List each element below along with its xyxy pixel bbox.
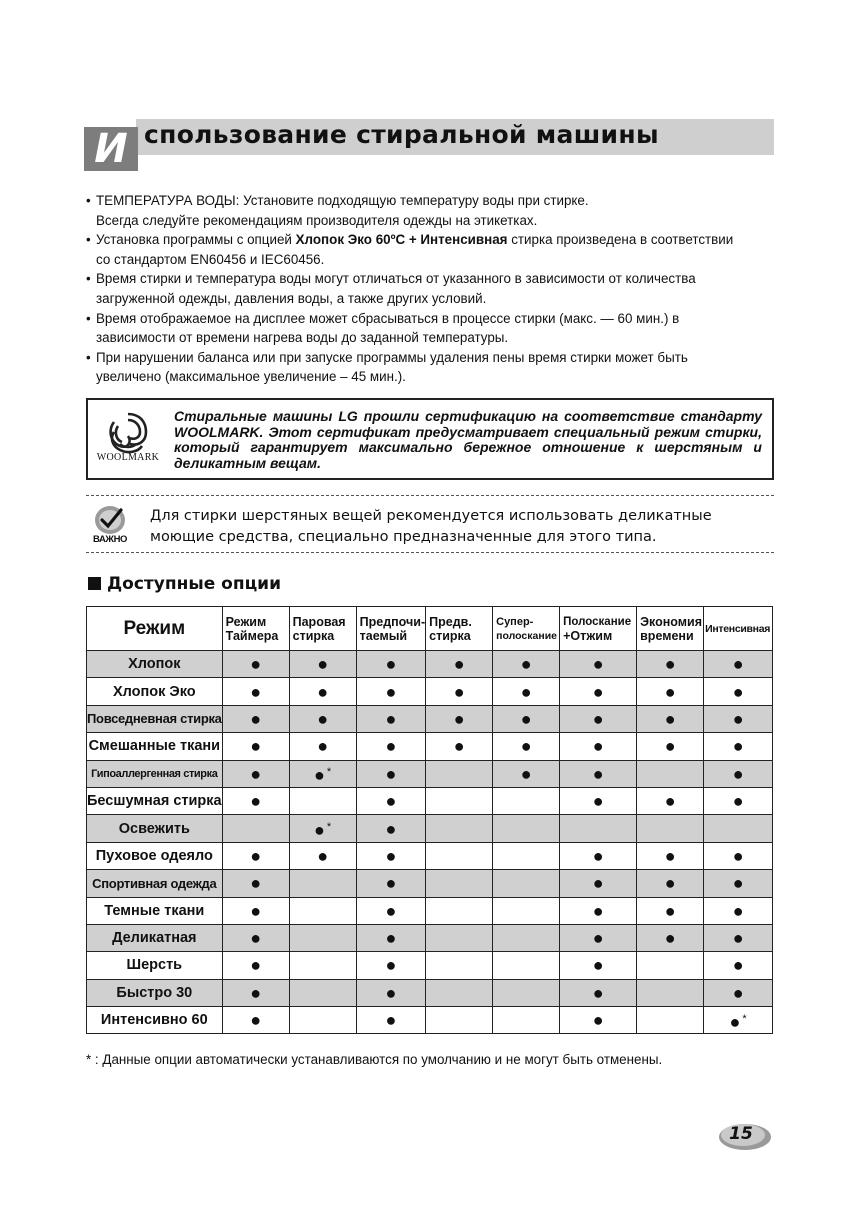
available-mark: ● bbox=[385, 928, 397, 949]
available-mark: ● bbox=[520, 708, 532, 729]
available-mark: ● bbox=[317, 654, 329, 675]
option-cell bbox=[426, 897, 493, 924]
bullet-item bbox=[86, 269, 766, 308]
available-mark: ● bbox=[664, 900, 676, 921]
option-column-header bbox=[493, 607, 560, 651]
table-row bbox=[87, 815, 773, 842]
available-mark: ● bbox=[250, 900, 262, 921]
option-cell bbox=[426, 705, 493, 732]
option-cell bbox=[493, 924, 560, 951]
bullet-text: стирка произведена в соответствии bbox=[507, 232, 734, 248]
mode-name: Спортивная одежда bbox=[87, 870, 223, 897]
option-cell bbox=[560, 842, 637, 869]
available-mark: ● bbox=[385, 681, 397, 702]
available-mark: ● bbox=[453, 736, 465, 757]
default-asterisk: * bbox=[326, 766, 332, 779]
mode-name: Гипоаллергенная стирка bbox=[87, 760, 223, 787]
option-cell bbox=[560, 651, 637, 678]
option-cell bbox=[289, 787, 356, 814]
option-cell bbox=[560, 705, 637, 732]
available-mark: ● bbox=[385, 791, 397, 812]
option-column-header bbox=[704, 607, 773, 651]
option-cell bbox=[560, 678, 637, 705]
option-cell bbox=[356, 815, 426, 842]
available-mark: ● bbox=[592, 681, 604, 702]
available-mark: ● bbox=[592, 736, 604, 757]
option-cell bbox=[560, 787, 637, 814]
option-cell bbox=[289, 897, 356, 924]
option-cell bbox=[222, 842, 289, 869]
divider-bottom bbox=[86, 552, 774, 553]
option-cell bbox=[704, 952, 773, 979]
option-column-header bbox=[289, 607, 356, 651]
option-cell bbox=[560, 952, 637, 979]
divider-top bbox=[86, 495, 774, 496]
option-cell bbox=[289, 924, 356, 951]
bullet-line bbox=[96, 211, 766, 231]
available-mark: ● bbox=[664, 736, 676, 757]
option-cell bbox=[493, 651, 560, 678]
important-badge-label: ВАЖНО bbox=[92, 534, 128, 545]
available-mark: ● bbox=[664, 791, 676, 812]
option-cell bbox=[704, 651, 773, 678]
available-mark: ● bbox=[664, 845, 676, 866]
bullet-item bbox=[86, 348, 766, 387]
option-cell bbox=[289, 979, 356, 1006]
option-cell bbox=[704, 733, 773, 760]
mode-name: Быстро 30 bbox=[87, 979, 223, 1006]
option-cell bbox=[222, 870, 289, 897]
option-column-header bbox=[222, 607, 289, 651]
available-mark: ● bbox=[592, 900, 604, 921]
option-cell bbox=[289, 678, 356, 705]
option-cell bbox=[560, 870, 637, 897]
available-mark: ● bbox=[732, 928, 744, 949]
option-cell bbox=[222, 733, 289, 760]
bullet-dot: • bbox=[86, 271, 91, 287]
option-cell bbox=[426, 651, 493, 678]
option-cell bbox=[356, 842, 426, 869]
option-cell bbox=[493, 870, 560, 897]
woolmark-caption: WOOLMARK bbox=[96, 452, 160, 463]
available-mark: ● bbox=[732, 708, 744, 729]
option-cell bbox=[426, 678, 493, 705]
option-cell bbox=[222, 979, 289, 1006]
woolmark-box bbox=[86, 398, 774, 480]
available-mark: ● bbox=[592, 791, 604, 812]
option-cell bbox=[356, 870, 426, 897]
available-mark: ● bbox=[250, 928, 262, 949]
option-cell bbox=[356, 952, 426, 979]
option-cell bbox=[493, 760, 560, 787]
available-mark: ● bbox=[664, 708, 676, 729]
table-row bbox=[87, 1007, 773, 1034]
option-cell bbox=[356, 924, 426, 951]
option-cell bbox=[222, 787, 289, 814]
option-cell bbox=[289, 733, 356, 760]
option-cell bbox=[493, 678, 560, 705]
bullet-text: Время стирки и температура воды могут отличаться от указанного в зависимости от количества bbox=[96, 271, 696, 287]
bullet-text: Время отображаемое на дисплее может сбрасываться в процессе стирки (макс. — 60 мин.) в bbox=[96, 310, 680, 326]
option-cell bbox=[637, 897, 704, 924]
default-asterisk: * bbox=[326, 821, 332, 834]
option-cell bbox=[493, 705, 560, 732]
available-mark: ● bbox=[317, 736, 329, 757]
bullet-line bbox=[96, 230, 766, 250]
mode-name: Бесшумная стирка bbox=[87, 787, 223, 814]
mode-name: Интенсивно 60 bbox=[87, 1007, 223, 1034]
available-mark: ● bbox=[385, 845, 397, 866]
bullet-item bbox=[86, 230, 766, 269]
available-mark: ● bbox=[385, 818, 397, 839]
column-header-line: полоскание bbox=[496, 629, 557, 642]
option-cell bbox=[493, 733, 560, 760]
available-mark: ● bbox=[520, 681, 532, 702]
option-cell bbox=[493, 1007, 560, 1034]
available-mark: ● bbox=[592, 873, 604, 894]
available-mark: ● bbox=[664, 681, 676, 702]
available-mark: ● bbox=[732, 681, 744, 702]
page-number: 15 bbox=[729, 1124, 753, 1144]
option-cell bbox=[493, 787, 560, 814]
bullet-dot: • bbox=[86, 310, 91, 326]
option-cell bbox=[704, 678, 773, 705]
available-mark: ● bbox=[732, 791, 744, 812]
option-cell bbox=[426, 870, 493, 897]
available-mark: ● bbox=[317, 708, 329, 729]
column-header-line: времени bbox=[640, 628, 694, 643]
option-cell bbox=[289, 651, 356, 678]
available-mark: ● bbox=[520, 736, 532, 757]
available-mark: ● bbox=[314, 765, 325, 786]
bullet-text: ТЕМПЕРАТУРА ВОДЫ: Установите подходящую температуру воды при стирке. bbox=[96, 193, 589, 208]
option-cell bbox=[637, 870, 704, 897]
option-cell bbox=[222, 952, 289, 979]
available-mark: ● bbox=[250, 791, 262, 812]
option-cell bbox=[704, 760, 773, 787]
bullet-line bbox=[96, 309, 766, 329]
option-cell bbox=[356, 979, 426, 1006]
available-mark: ● bbox=[317, 845, 329, 866]
column-header-line: Режим bbox=[225, 614, 267, 629]
option-cell bbox=[426, 842, 493, 869]
column-header-line: Экономия bbox=[640, 614, 702, 629]
footnote: * : Данные опции автоматически устанавливаются по умолчанию и не могут быть отменены. bbox=[86, 1052, 663, 1067]
column-header-line: Интенсивная bbox=[705, 622, 771, 635]
bullet-text: Хлопок Эко 60ºC + Интенсивная bbox=[295, 232, 508, 248]
available-mark: ● bbox=[385, 873, 397, 894]
available-mark: ● bbox=[664, 928, 676, 949]
table-row bbox=[87, 979, 773, 1006]
mode-name: Пуховое одеяло bbox=[87, 842, 223, 869]
available-mark: ● bbox=[592, 763, 604, 784]
option-cell bbox=[637, 678, 704, 705]
available-mark: ● bbox=[732, 845, 744, 866]
option-cell bbox=[637, 1007, 704, 1034]
option-cell bbox=[289, 815, 356, 842]
column-header-line: Таймера bbox=[225, 628, 279, 643]
available-mark: ● bbox=[385, 763, 397, 784]
available-mark: ● bbox=[592, 845, 604, 866]
table-row bbox=[87, 842, 773, 869]
option-cell bbox=[704, 979, 773, 1006]
mode-name: Освежить bbox=[87, 815, 223, 842]
table-row bbox=[87, 760, 773, 787]
bullet-line bbox=[96, 289, 766, 309]
bullet-dot: • bbox=[86, 349, 91, 365]
available-mark: ● bbox=[592, 955, 604, 976]
mode-column-header: Режим bbox=[87, 607, 223, 651]
table-row bbox=[87, 705, 773, 732]
available-mark: ● bbox=[592, 982, 604, 1003]
option-cell bbox=[426, 1007, 493, 1034]
available-mark: ● bbox=[385, 708, 397, 729]
option-cell bbox=[560, 760, 637, 787]
available-mark: ● bbox=[453, 654, 465, 675]
option-cell bbox=[560, 815, 637, 842]
option-cell bbox=[637, 979, 704, 1006]
column-header-line: Паровая bbox=[292, 614, 346, 629]
option-cell bbox=[493, 952, 560, 979]
available-mark: ● bbox=[732, 736, 744, 757]
option-cell bbox=[493, 815, 560, 842]
available-mark: ● bbox=[664, 654, 676, 675]
option-cell bbox=[356, 897, 426, 924]
option-column-header bbox=[356, 607, 426, 651]
available-mark: ● bbox=[250, 955, 262, 976]
option-cell bbox=[222, 815, 289, 842]
option-cell bbox=[704, 870, 773, 897]
available-mark: ● bbox=[520, 763, 532, 784]
page-title: спользование стиральной машины bbox=[144, 120, 659, 149]
bullet-line bbox=[96, 269, 766, 289]
mode-name: Хлопок Эко bbox=[87, 678, 223, 705]
table-row bbox=[87, 651, 773, 678]
section-title bbox=[88, 574, 281, 594]
bullet-text: При нарушении баланса или при запуске программы удаления пены время стирки может быть bbox=[96, 349, 688, 365]
bullet-text: зависимости от времени нагрева воды до заданной температуры. bbox=[96, 330, 509, 346]
option-cell bbox=[704, 842, 773, 869]
option-cell bbox=[426, 760, 493, 787]
option-column-header bbox=[637, 607, 704, 651]
woolmark-text: Стиральные машины LG прошли сертификацию на соответствие стандарту WOOLMARK. Этот сертификат предусматривает специальный режим стирки, который гарантирует максимально бережное отношение к шерстяным и деликатным вещам. bbox=[174, 408, 762, 471]
option-cell bbox=[560, 897, 637, 924]
option-cell bbox=[637, 760, 704, 787]
available-mark: ● bbox=[250, 763, 262, 784]
option-cell bbox=[222, 897, 289, 924]
woolmark-logo-icon bbox=[94, 408, 162, 474]
column-header-line: Предв. bbox=[429, 614, 472, 629]
available-mark: ● bbox=[385, 982, 397, 1003]
option-cell bbox=[704, 1007, 773, 1034]
column-header-line: таемый bbox=[359, 628, 408, 643]
available-mark: ● bbox=[250, 845, 262, 866]
available-mark: ● bbox=[592, 1010, 604, 1031]
important-text bbox=[150, 506, 770, 548]
table-row bbox=[87, 678, 773, 705]
available-mark: ● bbox=[592, 708, 604, 729]
available-mark: ● bbox=[732, 873, 744, 894]
option-cell bbox=[426, 952, 493, 979]
bullet-line bbox=[96, 348, 766, 368]
bullet-item bbox=[86, 309, 766, 348]
option-cell bbox=[704, 815, 773, 842]
page-header bbox=[84, 119, 774, 172]
option-cell bbox=[493, 842, 560, 869]
available-mark: ● bbox=[385, 900, 397, 921]
available-mark: ● bbox=[732, 900, 744, 921]
header-initial-letter: И bbox=[84, 127, 138, 171]
option-cell bbox=[289, 1007, 356, 1034]
important-line: Для стирки шерстяных вещей рекомендуется использовать деликатные bbox=[150, 508, 712, 524]
option-cell bbox=[356, 733, 426, 760]
option-cell bbox=[222, 678, 289, 705]
option-cell bbox=[289, 705, 356, 732]
mode-name: Деликатная bbox=[87, 924, 223, 951]
available-mark: ● bbox=[250, 736, 262, 757]
column-header-line: Полоскание bbox=[563, 615, 632, 628]
option-cell bbox=[637, 787, 704, 814]
table-row bbox=[87, 924, 773, 951]
available-mark: ● bbox=[592, 654, 604, 675]
option-cell bbox=[704, 897, 773, 924]
mode-name: Смешанные ткани bbox=[87, 733, 223, 760]
option-cell bbox=[704, 924, 773, 951]
column-header-line: стирка bbox=[292, 628, 335, 643]
available-mark: ● bbox=[453, 708, 465, 729]
option-cell bbox=[426, 733, 493, 760]
bullet-text: со стандартом EN60456 и IEC60456. bbox=[96, 251, 325, 267]
option-cell bbox=[222, 924, 289, 951]
column-header-line: +Отжим bbox=[563, 628, 613, 643]
bullet-dot: • bbox=[86, 193, 91, 208]
available-mark: ● bbox=[250, 681, 262, 702]
available-mark: ● bbox=[664, 873, 676, 894]
option-cell bbox=[426, 924, 493, 951]
option-cell bbox=[222, 705, 289, 732]
bullet-text: Установка программы с опцией bbox=[96, 232, 296, 248]
mode-name: Шерсть bbox=[87, 952, 223, 979]
option-cell bbox=[289, 842, 356, 869]
option-cell bbox=[560, 924, 637, 951]
option-cell bbox=[637, 842, 704, 869]
option-cell bbox=[704, 705, 773, 732]
options-table bbox=[86, 606, 773, 1034]
important-check-icon bbox=[88, 503, 138, 545]
available-mark: ● bbox=[385, 736, 397, 757]
square-bullet-icon bbox=[88, 577, 101, 590]
column-header-line: Супер- bbox=[496, 615, 534, 628]
bullet-line bbox=[96, 191, 766, 211]
bullet-line bbox=[96, 367, 766, 387]
option-cell bbox=[356, 760, 426, 787]
option-cell bbox=[560, 733, 637, 760]
available-mark: ● bbox=[385, 654, 397, 675]
option-cell bbox=[222, 760, 289, 787]
mode-name: Темные ткани bbox=[87, 897, 223, 924]
available-mark: ● bbox=[250, 708, 262, 729]
option-cell bbox=[356, 678, 426, 705]
bullet-line bbox=[96, 328, 766, 348]
option-cell bbox=[289, 760, 356, 787]
table-row bbox=[87, 897, 773, 924]
available-mark: ● bbox=[520, 654, 532, 675]
bullet-dot: • bbox=[86, 232, 91, 248]
available-mark: ● bbox=[250, 1010, 262, 1031]
available-mark: ● bbox=[729, 1011, 741, 1032]
option-cell bbox=[637, 952, 704, 979]
option-cell bbox=[704, 787, 773, 814]
mode-name: Хлопок bbox=[87, 651, 223, 678]
available-mark: ● bbox=[317, 681, 329, 702]
important-line: моющие средства, специально предназначенные для этого типа. bbox=[150, 529, 657, 545]
available-mark: ● bbox=[732, 955, 744, 976]
option-cell bbox=[637, 815, 704, 842]
option-cell bbox=[493, 897, 560, 924]
table-header-row bbox=[87, 607, 773, 651]
option-cell bbox=[426, 787, 493, 814]
option-cell bbox=[356, 651, 426, 678]
option-cell bbox=[356, 1007, 426, 1034]
table-row bbox=[87, 787, 773, 814]
bullet-item bbox=[86, 191, 766, 230]
available-mark: ● bbox=[250, 873, 262, 894]
option-cell bbox=[222, 651, 289, 678]
option-cell bbox=[637, 651, 704, 678]
option-cell bbox=[426, 815, 493, 842]
table-row bbox=[87, 952, 773, 979]
notes-list bbox=[86, 191, 766, 387]
bullet-text: Всегда следуйте рекомендациям производителя одежды на этикетках. bbox=[96, 212, 538, 228]
default-asterisk: * bbox=[742, 1012, 747, 1025]
available-mark: ● bbox=[385, 955, 397, 976]
available-mark: ● bbox=[732, 654, 744, 675]
option-cell bbox=[222, 1007, 289, 1034]
column-header-line: Предпочи- bbox=[359, 614, 426, 629]
option-column-header bbox=[560, 607, 637, 651]
option-cell bbox=[637, 733, 704, 760]
table-row bbox=[87, 870, 773, 897]
bullet-text: увеличено (максимальное увеличение – 45 мин.). bbox=[96, 369, 406, 385]
column-header-line: стирка bbox=[429, 628, 471, 643]
available-mark: ● bbox=[385, 1010, 397, 1031]
available-mark: ● bbox=[453, 681, 465, 702]
option-cell bbox=[560, 1007, 637, 1034]
option-cell bbox=[637, 705, 704, 732]
available-mark: ● bbox=[732, 982, 744, 1003]
option-cell bbox=[426, 979, 493, 1006]
option-cell bbox=[356, 787, 426, 814]
option-cell bbox=[560, 979, 637, 1006]
option-cell bbox=[493, 979, 560, 1006]
option-cell bbox=[637, 924, 704, 951]
option-cell bbox=[356, 705, 426, 732]
table-row bbox=[87, 733, 773, 760]
section-title-text: Доступные опции bbox=[107, 574, 281, 594]
bullet-line bbox=[96, 250, 766, 270]
mode-name: Повседневная стирка bbox=[87, 705, 223, 732]
option-column-header bbox=[426, 607, 493, 651]
bullet-text: загруженной одежды, давления воды, а также других условий. bbox=[96, 290, 487, 306]
available-mark: ● bbox=[592, 928, 604, 949]
available-mark: ● bbox=[314, 820, 325, 841]
available-mark: ● bbox=[250, 982, 262, 1003]
option-cell bbox=[289, 952, 356, 979]
available-mark: ● bbox=[732, 763, 744, 784]
available-mark: ● bbox=[250, 654, 262, 675]
option-cell bbox=[289, 870, 356, 897]
